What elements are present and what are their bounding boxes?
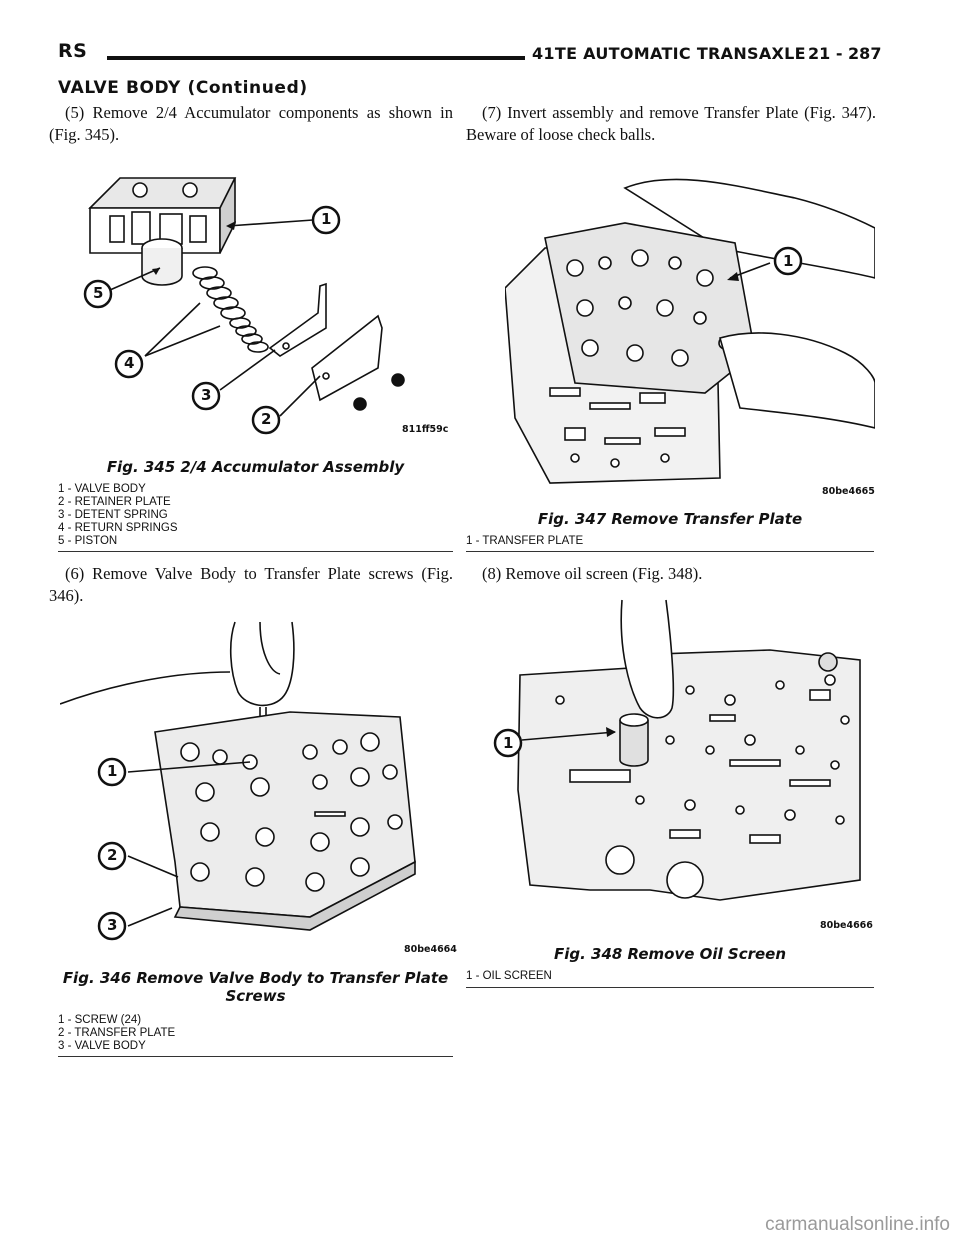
fig346-legend	[58, 1014, 175, 1053]
fig-346-illustration	[60, 612, 455, 957]
legend-item: 1 - VALVE BODY	[58, 483, 146, 495]
fig346-rule	[58, 1056, 453, 1057]
fig345-callout-1: 1	[321, 210, 332, 228]
fig345-code: 811ff59c	[402, 424, 449, 435]
fig345-caption: Fig. 345 2/4 Accumulator Assembly	[106, 458, 405, 476]
header-title: 41TE AUTOMATIC TRANSAXLE	[532, 44, 806, 63]
step-6-text: (6) Remove Valve Body to Transfer Plate screws (Fig. 346).	[49, 564, 453, 605]
fig346-callout-3: 3	[107, 916, 118, 934]
legend-item: 1 - OIL SCREEN	[466, 970, 552, 982]
legend-item: 2 - RETAINER PLATE	[58, 496, 171, 508]
fig345-callout-2: 2	[261, 410, 272, 428]
section-title: VALVE BODY (Continued)	[58, 78, 308, 98]
header-left-code: RS	[58, 40, 88, 62]
legend-item: 3 - DETENT SPRING	[58, 509, 168, 521]
fig346-callout-2: 2	[107, 846, 118, 864]
fig346-caption-line2: Screws	[225, 987, 286, 1005]
fig346-caption	[58, 969, 453, 1005]
fig348-legend	[466, 970, 552, 983]
fig-347-illustration	[505, 168, 875, 493]
legend-item: 3 - VALVE BODY	[58, 1040, 146, 1052]
fig345-callout-5: 5	[93, 284, 104, 302]
legend-item: 5 - PISTON	[58, 535, 118, 547]
step-5-text: (5) Remove 2/4 Accumulator components as shown in (Fig. 345).	[49, 103, 453, 144]
header-rule	[107, 56, 525, 60]
legend-item: 1 - SCREW (24)	[58, 1014, 142, 1026]
fig-345-illustration	[80, 168, 450, 438]
fig348-caption: Fig. 348 Remove Oil Screen	[553, 945, 787, 963]
fig346-caption-line1: Fig. 346 Remove Valve Body to Transfer Plate	[62, 969, 449, 987]
step-8-text: (8) Remove oil screen (Fig. 348).	[482, 564, 703, 583]
fig347-callout-1: 1	[783, 252, 794, 270]
fig348-rule	[466, 987, 874, 988]
fig-348-illustration	[490, 590, 875, 935]
fig345-callout-3: 3	[201, 386, 212, 404]
fig347-caption: Fig. 347 Remove Transfer Plate	[537, 510, 803, 528]
legend-item: 4 - RETURN SPRINGS	[58, 522, 178, 534]
fig347-rule	[466, 551, 874, 552]
fig347-legend	[466, 535, 583, 548]
fig345-callout-4: 4	[124, 354, 135, 372]
fig345-legend	[58, 483, 178, 548]
legend-item: 1 - TRANSFER PLATE	[466, 535, 584, 547]
fig346-code: 80be4664	[404, 944, 457, 955]
fig347-code: 80be4665	[822, 486, 875, 497]
fig348-code: 80be4666	[820, 920, 873, 931]
fig345-rule	[58, 551, 453, 552]
fig346-callout-1: 1	[107, 762, 118, 780]
watermark: carmanualsonline.info	[765, 1214, 950, 1235]
fig348-callout-1: 1	[503, 734, 514, 752]
page-number: 21 - 287	[808, 44, 882, 63]
step-7-text: (7) Invert assembly and remove Transfer Plate (Fig. 347). Beware of loose check balls.	[466, 103, 876, 144]
legend-item: 2 - TRANSFER PLATE	[58, 1027, 176, 1039]
